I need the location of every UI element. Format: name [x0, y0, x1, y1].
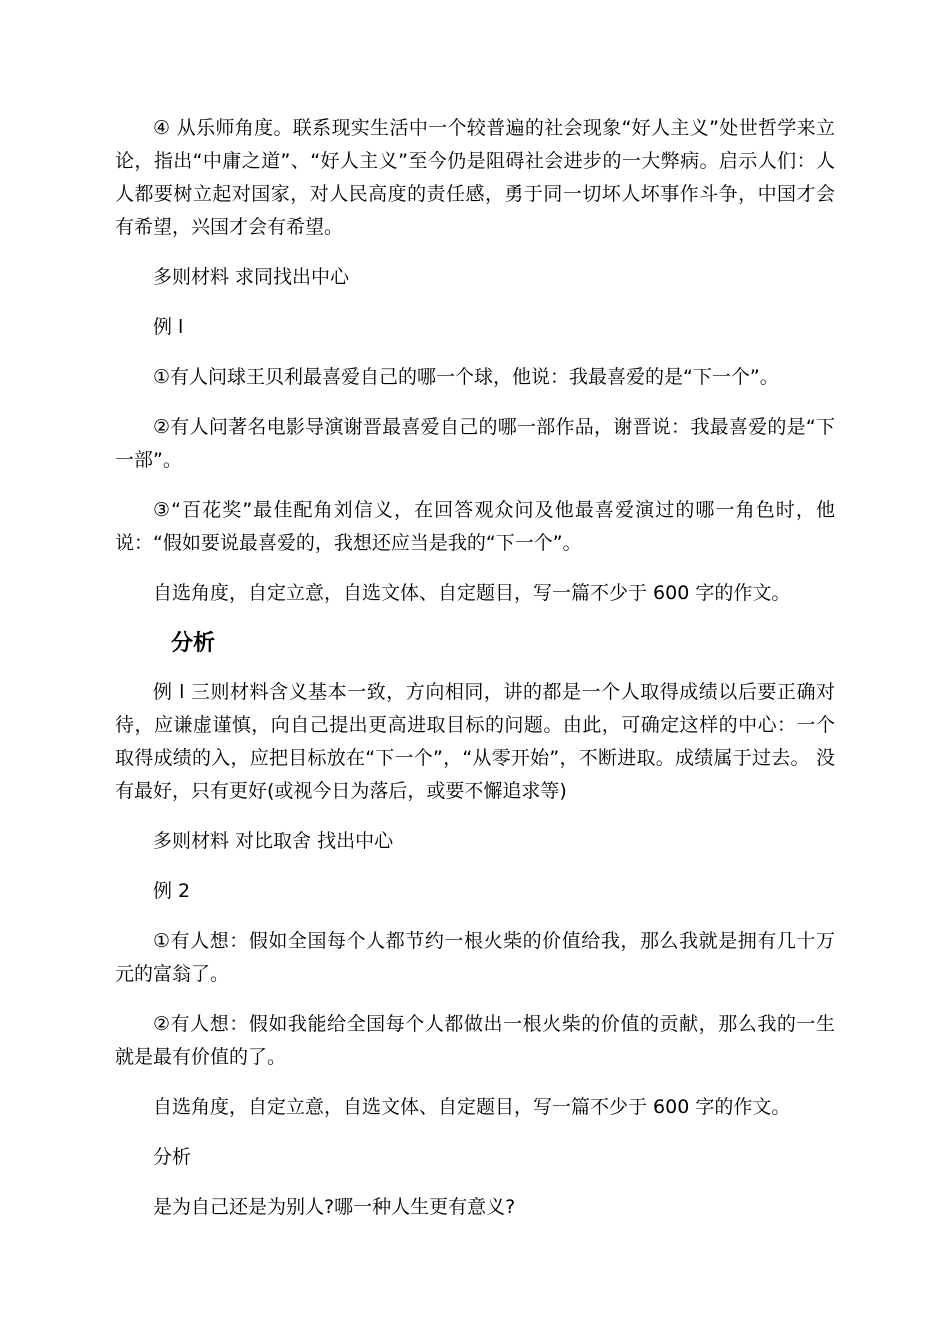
paragraph-example-1-item-1: ①有人问球王贝利最喜爱自己的哪一个球，他说：我最喜爱的是“下一个”。: [153, 366, 779, 388]
paragraph-point-4: ④ 从乐师角度。联系现实生活中一个较普遍的社会现象“好人主义”处世哲学来立论，指出“中庸之道”、“好人主义”至今仍是阻碍社会进步的一大弊病。启示人们：人人都要树立起对国家，对人民高度的责任感，勇于同一切坏人坏事作斗争，中国才会有希望，兴国才会有希望。: [115, 117, 835, 238]
paragraph-analysis-label: 分析: [153, 1146, 192, 1168]
paragraph-analysis-1: 例 l 三则材料含义基本一致，方向相同，讲的都是一个人取得成绩以后要正确对待，应谦虚谨慎，向自己提出更高进取目标的问题。由此，可确定这样的中心：一个取得成绩的入，应把目标放在“下一个”，“从零开始”，不断进取。成绩属于过去。 没有最好，只有更好(或视今日为落后，或要不懈追求等): [115, 681, 835, 802]
paragraph-example-2-label: 例 2: [153, 880, 191, 902]
document-body: [115, 112, 835, 1241]
paragraph-example-1-item-2: ②有人问著名电影导演谢晋最喜爱自己的哪一部作品，谢晋说：我最喜爱的是“下一部”。: [115, 416, 835, 471]
section-heading-analysis: 分析: [171, 631, 216, 656]
paragraph-task-1: 自选角度，自定立意，自选文体、自定题目，写一篇不少于 600 字的作文。: [153, 582, 791, 604]
paragraph-method-1: 多则材料 求同找出中心: [153, 266, 350, 288]
paragraph-method-2: 多则材料 对比取舍 找出中心: [153, 830, 394, 852]
paragraph-analysis-2: 是为自己还是为别人?哪一种人生更有意义?: [153, 1196, 516, 1218]
paragraph-example-1-label: 例 l: [153, 316, 184, 338]
paragraph-example-1-item-3: ③“百花奖”最佳配角刘信义，在回答观众问及他最喜爱演过的哪一角色时，他说：“假如要说最喜爱的，我想还应当是我的“下一个”。: [115, 499, 835, 554]
paragraph-task-2: 自选角度，自定立意，自选文体、自定题目，写一篇不少于 600 字的作文。: [153, 1096, 791, 1118]
paragraph-example-2-item-1: ①有人想：假如全国每个人都节约一根火柴的价值给我，那么我就是拥有几十万元的富翁了。: [115, 930, 835, 985]
paragraph-example-2-item-2: ②有人想：假如我能给全国每个人都做出一根火柴的价值的贡献，那么我的一生就是最有价值的了。: [115, 1013, 835, 1068]
